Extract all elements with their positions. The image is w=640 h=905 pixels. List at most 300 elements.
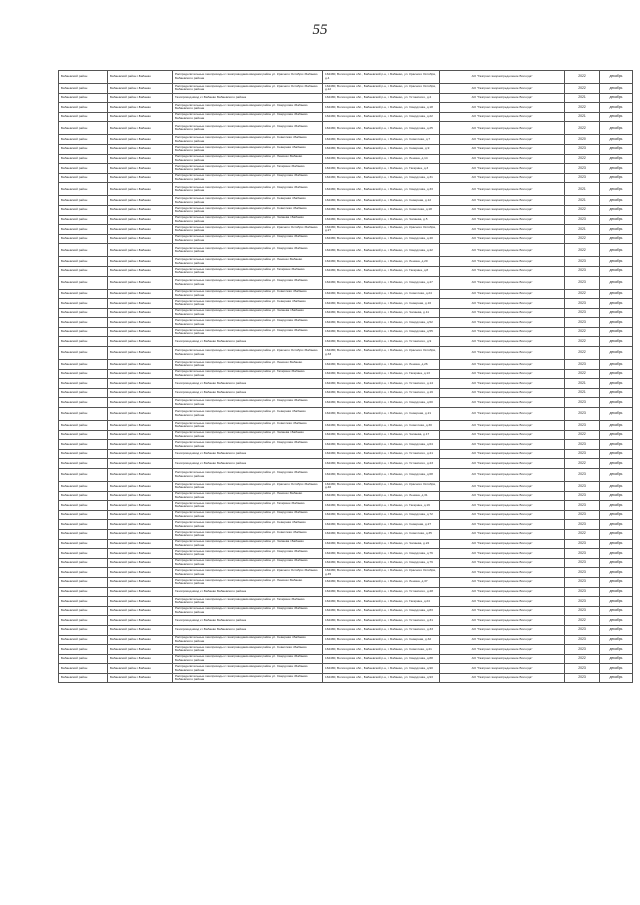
- month-cell: декабрь: [600, 173, 633, 183]
- district-cell: Бабаевский район: [59, 616, 108, 626]
- year-cell: 2023: [565, 398, 600, 408]
- year-cell: 2023: [565, 164, 600, 174]
- month-cell: декабрь: [600, 625, 633, 635]
- company-cell: АО "Газпром газораспределение Вологда": [440, 234, 565, 244]
- district-cell: Бабаевский район: [59, 558, 108, 568]
- company-cell: АО "Газпром газораспределение Вологда": [440, 308, 565, 318]
- company-cell: АО "Газпром газораспределение Вологда": [440, 135, 565, 145]
- address-cell: 162480, Вологодская обл., Бабаевский р-н, г. Бабаево, ул. Свердлова, д.88: [323, 654, 440, 664]
- month-cell: декабрь: [600, 529, 633, 539]
- month-cell: декабрь: [600, 558, 633, 568]
- company-cell: АО "Газпром газораспределение Вологда": [440, 144, 565, 154]
- year-cell: 2023: [565, 635, 600, 645]
- work-cell: Газопровод-ввод к г.Бабаево Бабаевского района: [173, 459, 323, 469]
- year-cell: 2023: [565, 673, 600, 683]
- month-cell: декабрь: [600, 244, 633, 257]
- district-cell: Бабаевский район: [59, 154, 108, 164]
- company-cell: АО "Газпром газораспределение Вологда": [440, 360, 565, 370]
- year-cell: 2022: [565, 154, 600, 164]
- address-cell: 162480, Вологодская обл., Бабаевский р-н, г. Бабаево, ул. Чапаева, д.5: [323, 215, 440, 225]
- address-cell: 162480, Вологодская обл., Бабаевский р-н, г. Бабаево, ул. Свердлова, д.76: [323, 549, 440, 559]
- table-row: [59, 606, 633, 616]
- company-cell: АО "Газпром газораспределение Вологда": [440, 469, 565, 482]
- table-row: [59, 449, 633, 459]
- work-cell: Распределительные газопроводы с газопроводами-вводами район ул. Красного Октября г.Бабаево Бабаевского района: [173, 84, 323, 94]
- district-cell: Бабаевский район: [59, 539, 108, 549]
- work-cell: Газопровод-ввод к г.Бабаево Бабаевского района: [173, 625, 323, 635]
- address-cell: 162480, Вологодская обл., Бабаевский р-н, г. Бабаево, ул. Гагарина, д.3: [323, 164, 440, 174]
- address-cell: 162480, Вологодская обл., Бабаевский р-н, г. Бабаево, ул. Северная, д.21: [323, 408, 440, 421]
- table-row: [59, 318, 633, 328]
- settlement-cell: Бабаевский район г.Бабаево: [108, 234, 173, 244]
- work-cell: Распределительные газопроводы с газопроводами-вводами район ул. Северная г.Бабаево Бабаевского района: [173, 408, 323, 421]
- district-cell: Бабаевский район: [59, 388, 108, 398]
- work-cell: Распределительные газопроводы с газопроводами-вводами район ул. Ленина г.Бабаево Бабаевского района: [173, 577, 323, 587]
- address-cell: 162480, Вологодская обл., Бабаевский р-н, г. Бабаево, ул. Свердлова, д.83: [323, 606, 440, 616]
- settlement-cell: Бабаевский район г.Бабаево: [108, 440, 173, 450]
- table-row: [59, 379, 633, 389]
- year-cell: 2023: [565, 299, 600, 309]
- settlement-cell: Бабаевский район г.Бабаево: [108, 122, 173, 135]
- month-cell: декабрь: [600, 71, 633, 84]
- settlement-cell: Бабаевский район г.Бабаево: [108, 84, 173, 94]
- company-cell: АО "Газпром газораспределение Вологда": [440, 539, 565, 549]
- settlement-cell: Бабаевский район г.Бабаево: [108, 597, 173, 607]
- work-cell: Распределительные газопроводы с газопроводами-вводами район ул. Свердлова г.Бабаево Бабаевского района: [173, 103, 323, 113]
- year-cell: 2023: [565, 501, 600, 511]
- month-cell: декабрь: [600, 597, 633, 607]
- settlement-cell: Бабаевский район г.Бабаево: [108, 625, 173, 635]
- work-cell: Газопровод-ввод к г.Бабаево Бабаевского района: [173, 616, 323, 626]
- table-row: [59, 654, 633, 664]
- month-cell: декабрь: [600, 360, 633, 370]
- company-cell: АО "Газпром газораспределение Вологда": [440, 84, 565, 94]
- table-row: [59, 173, 633, 183]
- address-cell: 162480, Вологодская обл., Бабаевский р-н, г. Бабаево, ул. Советская, д.24: [323, 289, 440, 299]
- address-cell: 162480, Вологодская обл., Бабаевский р-н, г. Бабаево, ул. Свердлова, д.72: [323, 510, 440, 520]
- year-cell: 2022: [565, 337, 600, 347]
- settlement-cell: Бабаевский район г.Бабаево: [108, 103, 173, 113]
- work-cell: Распределительные газопроводы с газопроводами-вводами район ул. Гагарина г.Бабаево Бабаевского района: [173, 164, 323, 174]
- month-cell: декабрь: [600, 482, 633, 492]
- address-cell: 162480, Вологодская обл., Бабаевский р-н, г. Бабаево, ул. Ленина, д.37: [323, 577, 440, 587]
- district-cell: Бабаевский район: [59, 299, 108, 309]
- year-cell: 2023: [565, 360, 600, 370]
- company-cell: АО "Газпром газораспределение Вологда": [440, 154, 565, 164]
- company-cell: АО "Газпром газораспределение Вологда": [440, 299, 565, 309]
- district-cell: Бабаевский район: [59, 215, 108, 225]
- year-cell: 2021: [565, 388, 600, 398]
- month-cell: декабрь: [600, 616, 633, 626]
- company-cell: АО "Газпром газораспределение Вологда": [440, 347, 565, 360]
- address-cell: 162480, Вологодская обл., Бабаевский р-н, г. Бабаево, ул. Гагарина, д.19: [323, 501, 440, 511]
- month-cell: декабрь: [600, 549, 633, 559]
- year-cell: 2021: [565, 112, 600, 122]
- settlement-cell: Бабаевский район г.Бабаево: [108, 664, 173, 674]
- table-row: [59, 616, 633, 626]
- address-cell: 162480, Вологодская обл., Бабаевский р-н, г. Бабаево, ул. Красного Октября, д.33: [323, 347, 440, 360]
- table-row: [59, 144, 633, 154]
- settlement-cell: Бабаевский район г.Бабаево: [108, 71, 173, 84]
- district-cell: Бабаевский район: [59, 347, 108, 360]
- company-cell: АО "Газпром газораспределение Вологда": [440, 558, 565, 568]
- district-cell: Бабаевский район: [59, 327, 108, 337]
- district-cell: Бабаевский район: [59, 520, 108, 530]
- district-cell: Бабаевский район: [59, 568, 108, 578]
- table-row: [59, 276, 633, 289]
- table-row: [59, 388, 633, 398]
- settlement-cell: Бабаевский район г.Бабаево: [108, 154, 173, 164]
- month-cell: декабрь: [600, 421, 633, 431]
- work-cell: Распределительные газопроводы с газопроводами-вводами район ул. Советская г.Бабаево Бабаевского района: [173, 529, 323, 539]
- district-cell: Бабаевский район: [59, 587, 108, 597]
- table-row: [59, 482, 633, 492]
- year-cell: 2022: [565, 289, 600, 299]
- month-cell: декабрь: [600, 266, 633, 276]
- table-row: [59, 597, 633, 607]
- table-body: [59, 71, 633, 683]
- table-row: [59, 289, 633, 299]
- settlement-cell: Бабаевский район г.Бабаево: [108, 196, 173, 206]
- address-cell: 162480, Вологодская обл., Бабаевский р-н, г. Бабаево, ул. Советская, д.41: [323, 645, 440, 655]
- table-row: [59, 577, 633, 587]
- company-cell: АО "Газпром газораспределение Вологда": [440, 568, 565, 578]
- table-row: [59, 196, 633, 206]
- table-row: [59, 164, 633, 174]
- company-cell: АО "Газпром газораспределение Вологда": [440, 257, 565, 267]
- table-row: [59, 337, 633, 347]
- year-cell: 2023: [565, 539, 600, 549]
- table-row: [59, 225, 633, 235]
- month-cell: декабрь: [600, 501, 633, 511]
- month-cell: декабрь: [600, 673, 633, 683]
- address-cell: 162480, Вологодская обл., Бабаевский р-н, г. Бабаево, ул. Северная, д.27: [323, 520, 440, 530]
- district-cell: Бабаевский район: [59, 673, 108, 683]
- work-cell: Газопровод-ввод к г.Бабаево Бабаевского района: [173, 388, 323, 398]
- year-cell: 2021: [565, 379, 600, 389]
- company-cell: АО "Газпром газораспределение Вологда": [440, 529, 565, 539]
- work-cell: Распределительные газопроводы с газопроводами-вводами район ул. Советская г.Бабаево Бабаевского района: [173, 205, 323, 215]
- month-cell: декабрь: [600, 183, 633, 196]
- year-cell: 2021: [565, 225, 600, 235]
- work-cell: Распределительные газопроводы с газопроводами-вводами район ул. Северная г.Бабаево Бабаевского района: [173, 299, 323, 309]
- table-row: [59, 308, 633, 318]
- settlement-cell: Бабаевский район г.Бабаево: [108, 183, 173, 196]
- work-cell: Распределительные газопроводы с газопроводами-вводами район ул. Гагарина г.Бабаево Бабаевского района: [173, 597, 323, 607]
- address-cell: 162480, Вологодская обл., Бабаевский р-н, г. Бабаево, ул. Свердлова, д.22: [323, 112, 440, 122]
- table-row: [59, 122, 633, 135]
- work-cell: Распределительные газопроводы с газопроводами-вводами район ул. Свердлова г.Бабаево Бабаевского района: [173, 183, 323, 196]
- address-cell: 162480, Вологодская обл., Бабаевский р-н, г. Бабаево, ул. Свердлова, д.79: [323, 558, 440, 568]
- page-number: 55: [312, 22, 328, 38]
- settlement-cell: Бабаевский район г.Бабаево: [108, 369, 173, 379]
- table-row: [59, 135, 633, 145]
- gas-works-table: [58, 70, 633, 683]
- table-row: [59, 529, 633, 539]
- table-row: [59, 112, 633, 122]
- year-cell: 2022: [565, 529, 600, 539]
- table-row: [59, 205, 633, 215]
- table-row: [59, 491, 633, 501]
- work-cell: Распределительные газопроводы с газопроводами-вводами район ул. Свердлова г.Бабаево Бабаевского района: [173, 469, 323, 482]
- work-cell: Распределительные газопроводы с газопроводами-вводами район ул. Свердлова г.Бабаево Бабаевского района: [173, 664, 323, 674]
- work-cell: Распределительные газопроводы с газопроводами-вводами район ул. Северная г.Бабаево Бабаевского района: [173, 635, 323, 645]
- settlement-cell: Бабаевский район г.Бабаево: [108, 673, 173, 683]
- address-cell: 162480, Вологодская обл., Бабаевский р-н, г. Бабаево, ул. Ухтомского, д.31: [323, 616, 440, 626]
- month-cell: декабрь: [600, 276, 633, 289]
- settlement-cell: Бабаевский район г.Бабаево: [108, 266, 173, 276]
- settlement-cell: Бабаевский район г.Бабаево: [108, 510, 173, 520]
- district-cell: Бабаевский район: [59, 369, 108, 379]
- settlement-cell: Бабаевский район г.Бабаево: [108, 568, 173, 578]
- settlement-cell: Бабаевский район г.Бабаево: [108, 469, 173, 482]
- year-cell: 2023: [565, 266, 600, 276]
- year-cell: 2023: [565, 318, 600, 328]
- company-cell: АО "Газпром газораспределение Вологда": [440, 337, 565, 347]
- address-cell: 162480, Вологодская обл., Бабаевский р-н, г. Бабаево, ул. Гагарина, д.13: [323, 369, 440, 379]
- month-cell: декабрь: [600, 318, 633, 328]
- work-cell: Распределительные газопроводы с газопроводами-вводами район ул. Чапаева г.Бабаево Бабаевского района: [173, 539, 323, 549]
- company-cell: АО "Газпром газораспределение Вологда": [440, 398, 565, 408]
- year-cell: 2022: [565, 369, 600, 379]
- table-row: [59, 154, 633, 164]
- work-cell: Распределительные газопроводы с газопроводами-вводами район ул. Свердлова г.Бабаево Бабаевского района: [173, 244, 323, 257]
- year-cell: 2023: [565, 568, 600, 578]
- work-cell: Распределительные газопроводы с газопроводами-вводами район ул. Свердлова г.Бабаево Бабаевского района: [173, 234, 323, 244]
- year-cell: 2021: [565, 93, 600, 103]
- address-cell: 162480, Вологодская обл., Бабаевский р-н, г. Бабаево, ул. Красного Октября, д.40: [323, 482, 440, 492]
- work-cell: Распределительные газопроводы с газопроводами-вводами район ул. Ленина г.Бабаево Бабаевского района: [173, 491, 323, 501]
- settlement-cell: Бабаевский район г.Бабаево: [108, 205, 173, 215]
- month-cell: декабрь: [600, 122, 633, 135]
- address-cell: 162480, Вологодская обл., Бабаевский р-н, г. Бабаево, ул. Чапаева, д.17: [323, 430, 440, 440]
- month-cell: декабрь: [600, 299, 633, 309]
- year-cell: 2023: [565, 606, 600, 616]
- work-cell: Распределительные газопроводы с газопроводами-вводами район ул. Свердлова г.Бабаево Бабаевского района: [173, 276, 323, 289]
- address-cell: 162480, Вологодская обл., Бабаевский р-н, г. Бабаево, ул. Советская, д.7: [323, 135, 440, 145]
- year-cell: 2022: [565, 71, 600, 84]
- address-cell: 162480, Вологодская обл., Бабаевский р-н, г. Бабаево, ул. Ухтомского, д.16: [323, 388, 440, 398]
- district-cell: Бабаевский район: [59, 112, 108, 122]
- district-cell: Бабаевский район: [59, 144, 108, 154]
- year-cell: 2022: [565, 234, 600, 244]
- company-cell: АО "Газпром газораспределение Вологда": [440, 430, 565, 440]
- year-cell: 2022: [565, 244, 600, 257]
- year-cell: 2023: [565, 308, 600, 318]
- company-cell: АО "Газпром газораспределение Вологда": [440, 369, 565, 379]
- district-cell: Бабаевский район: [59, 196, 108, 206]
- district-cell: Бабаевский район: [59, 430, 108, 440]
- work-cell: Распределительные газопроводы с газопроводами-вводами район ул. Ленина г.Бабаево Бабаевского района: [173, 257, 323, 267]
- address-cell: 162480, Вологодская обл., Бабаевский р-н, г. Бабаево, ул. Ухтомского, д.23: [323, 459, 440, 469]
- address-cell: 162480, Вологодская обл., Бабаевский р-н, г. Бабаево, ул. Свердлова, д.42: [323, 244, 440, 257]
- table-row: [59, 520, 633, 530]
- year-cell: 2022: [565, 430, 600, 440]
- company-cell: АО "Газпром газораспределение Вологда": [440, 318, 565, 328]
- settlement-cell: Бабаевский район г.Бабаево: [108, 93, 173, 103]
- company-cell: АО "Газпром газораспределение Вологда": [440, 408, 565, 421]
- settlement-cell: Бабаевский район г.Бабаево: [108, 327, 173, 337]
- district-cell: Бабаевский район: [59, 276, 108, 289]
- district-cell: Бабаевский район: [59, 266, 108, 276]
- month-cell: декабрь: [600, 103, 633, 113]
- company-cell: АО "Газпром газораспределение Вологда": [440, 549, 565, 559]
- month-cell: декабрь: [600, 654, 633, 664]
- district-cell: Бабаевский район: [59, 308, 108, 318]
- company-cell: АО "Газпром газораспределение Вологда": [440, 635, 565, 645]
- year-cell: 2022: [565, 205, 600, 215]
- table-row: [59, 558, 633, 568]
- table-row: [59, 673, 633, 683]
- settlement-cell: Бабаевский район г.Бабаево: [108, 449, 173, 459]
- address-cell: 162480, Вологодская обл., Бабаевский р-н, г. Бабаево, ул. Ленина, д.20: [323, 257, 440, 267]
- address-cell: 162480, Вологодская обл., Бабаевский р-н, г. Бабаево, ул. Чапаева, д.11: [323, 308, 440, 318]
- company-cell: АО "Газпром газораспределение Вологда": [440, 449, 565, 459]
- table-row: [59, 469, 633, 482]
- settlement-cell: Бабаевский район г.Бабаево: [108, 225, 173, 235]
- address-cell: 162480, Вологодская обл., Бабаевский р-н, г. Бабаево, ул. Северная, д.12: [323, 196, 440, 206]
- month-cell: декабрь: [600, 196, 633, 206]
- work-cell: Газопровод-ввод к г.Бабаево Бабаевского района: [173, 379, 323, 389]
- company-cell: АО "Газпром газораспределение Вологда": [440, 183, 565, 196]
- month-cell: декабрь: [600, 398, 633, 408]
- address-cell: 162480, Вологодская обл., Бабаевский р-н, г. Бабаево, ул. Свердлова, д.40: [323, 234, 440, 244]
- district-cell: Бабаевский район: [59, 625, 108, 635]
- year-cell: 2023: [565, 587, 600, 597]
- settlement-cell: Бабаевский район г.Бабаево: [108, 421, 173, 431]
- table-row: [59, 257, 633, 267]
- settlement-cell: Бабаевский район г.Бабаево: [108, 529, 173, 539]
- table-row: [59, 635, 633, 645]
- work-cell: Распределительные газопроводы с газопроводами-вводами район ул. Северная г.Бабаево Бабаевского района: [173, 144, 323, 154]
- work-cell: Распределительные газопроводы с газопроводами-вводами район ул. Чапаева г.Бабаево Бабаевского района: [173, 215, 323, 225]
- work-cell: Распределительные газопроводы с газопроводами-вводами район ул. Гагарина г.Бабаево Бабаевского района: [173, 266, 323, 276]
- work-cell: Распределительные газопроводы с газопроводами-вводами район ул. Красного Октября г.Бабаево Бабаевского района: [173, 347, 323, 360]
- settlement-cell: Бабаевский район г.Бабаево: [108, 173, 173, 183]
- month-cell: декабрь: [600, 430, 633, 440]
- company-cell: АО "Газпром газораспределение Вологда": [440, 645, 565, 655]
- year-cell: 2021: [565, 196, 600, 206]
- settlement-cell: Бабаевский район г.Бабаево: [108, 318, 173, 328]
- year-cell: 2023: [565, 520, 600, 530]
- month-cell: декабрь: [600, 225, 633, 235]
- company-cell: АО "Газпром газораспределение Вологда": [440, 112, 565, 122]
- table-row: [59, 568, 633, 578]
- table-row: [59, 183, 633, 196]
- settlement-cell: Бабаевский район г.Бабаево: [108, 558, 173, 568]
- company-cell: АО "Газпром газораспределение Вологда": [440, 388, 565, 398]
- year-cell: 2020: [565, 135, 600, 145]
- district-cell: Бабаевский район: [59, 459, 108, 469]
- work-cell: Распределительные газопроводы с газопроводами-вводами район ул. Советская г.Бабаево Бабаевского района: [173, 645, 323, 655]
- month-cell: декабрь: [600, 577, 633, 587]
- work-cell: Распределительные газопроводы с газопроводами-вводами район ул. Свердлова г.Бабаево Бабаевского района: [173, 173, 323, 183]
- company-cell: АО "Газпром газораспределение Вологда": [440, 71, 565, 84]
- district-cell: Бабаевский район: [59, 482, 108, 492]
- company-cell: АО "Газпром газораспределение Вологда": [440, 577, 565, 587]
- table-row: [59, 440, 633, 450]
- district-cell: Бабаевский район: [59, 664, 108, 674]
- month-cell: декабрь: [600, 308, 633, 318]
- settlement-cell: Бабаевский район г.Бабаево: [108, 645, 173, 655]
- district-cell: Бабаевский район: [59, 469, 108, 482]
- table-row: [59, 664, 633, 674]
- company-cell: АО "Газпром газораспределение Вологда": [440, 587, 565, 597]
- month-cell: декабрь: [600, 587, 633, 597]
- month-cell: декабрь: [600, 112, 633, 122]
- district-cell: Бабаевский район: [59, 635, 108, 645]
- district-cell: Бабаевский район: [59, 289, 108, 299]
- company-cell: АО "Газпром газораспределение Вологда": [440, 276, 565, 289]
- address-cell: 162480, Вологодская обл., Бабаевский р-н, г. Бабаево, ул. Северная, д.9: [323, 144, 440, 154]
- address-cell: 162480, Вологодская обл., Бабаевский р-н, г. Бабаево, ул. Свердлова, д.68: [323, 469, 440, 482]
- company-cell: АО "Газпром газораспределение Вологда": [440, 673, 565, 683]
- work-cell: Распределительные газопроводы с газопроводами-вводами район ул. Свердлова г.Бабаево Бабаевского района: [173, 558, 323, 568]
- work-cell: Распределительные газопроводы с газопроводами-вводами район ул. Ленина г.Бабаево Бабаевского района: [173, 360, 323, 370]
- address-cell: 162480, Вологодская обл., Бабаевский р-н, г. Бабаево, ул. Советская, д.30: [323, 421, 440, 431]
- settlement-cell: Бабаевский район г.Бабаево: [108, 459, 173, 469]
- district-cell: Бабаевский район: [59, 597, 108, 607]
- company-cell: АО "Газпром газораспределение Вологда": [440, 421, 565, 431]
- company-cell: АО "Газпром газораспределение Вологда": [440, 625, 565, 635]
- address-cell: 162480, Вологодская обл., Бабаевский р-н, г. Бабаево, ул. Свердлова, д.90: [323, 664, 440, 674]
- settlement-cell: Бабаевский район г.Бабаево: [108, 606, 173, 616]
- company-cell: АО "Газпром газораспределение Вологда": [440, 289, 565, 299]
- settlement-cell: Бабаевский район г.Бабаево: [108, 654, 173, 664]
- month-cell: декабрь: [600, 568, 633, 578]
- year-cell: 2023: [565, 549, 600, 559]
- work-cell: Распределительные газопроводы с газопроводами-вводами район ул. Свердлова г.Бабаево Бабаевского района: [173, 440, 323, 450]
- company-cell: АО "Газпром газораспределение Вологда": [440, 597, 565, 607]
- settlement-cell: Бабаевский район г.Бабаево: [108, 408, 173, 421]
- company-cell: АО "Газпром газораспределение Вологда": [440, 654, 565, 664]
- settlement-cell: Бабаевский район г.Бабаево: [108, 337, 173, 347]
- month-cell: декабрь: [600, 135, 633, 145]
- year-cell: 2023: [565, 449, 600, 459]
- month-cell: декабрь: [600, 510, 633, 520]
- month-cell: декабрь: [600, 164, 633, 174]
- district-cell: Бабаевский район: [59, 501, 108, 511]
- year-cell: 2022: [565, 616, 600, 626]
- work-cell: Распределительные газопроводы с газопроводами-вводами район ул. Свердлова г.Бабаево Бабаевского района: [173, 122, 323, 135]
- month-cell: декабрь: [600, 234, 633, 244]
- table-row: [59, 327, 633, 337]
- table-row: [59, 645, 633, 655]
- settlement-cell: Бабаевский район г.Бабаево: [108, 257, 173, 267]
- year-cell: 2023: [565, 215, 600, 225]
- year-cell: 2023: [565, 173, 600, 183]
- month-cell: декабрь: [600, 635, 633, 645]
- company-cell: АО "Газпром газораспределение Вологда": [440, 215, 565, 225]
- address-cell: 162480, Вологодская обл., Бабаевский р-н, г. Бабаево, ул. Ленина, д.14: [323, 154, 440, 164]
- year-cell: 2023: [565, 257, 600, 267]
- district-cell: Бабаевский район: [59, 379, 108, 389]
- settlement-cell: Бабаевский район г.Бабаево: [108, 398, 173, 408]
- settlement-cell: Бабаевский район г.Бабаево: [108, 491, 173, 501]
- district-cell: Бабаевский район: [59, 408, 108, 421]
- table-row: [59, 360, 633, 370]
- district-cell: Бабаевский район: [59, 103, 108, 113]
- work-cell: Распределительные газопроводы с газопроводами-вводами район ул. Свердлова г.Бабаево Бабаевского района: [173, 673, 323, 683]
- table-row: [59, 549, 633, 559]
- work-cell: Распределительные газопроводы с газопроводами-вводами район ул. Свердлова г.Бабаево Бабаевского района: [173, 318, 323, 328]
- address-cell: 162480, Вологодская обл., Бабаевский р-н, г. Бабаево, ул. Ухтомского, д.28: [323, 587, 440, 597]
- year-cell: 2021: [565, 183, 600, 196]
- month-cell: декабрь: [600, 459, 633, 469]
- year-cell: 2023: [565, 491, 600, 501]
- month-cell: декабрь: [600, 379, 633, 389]
- company-cell: АО "Газпром газораспределение Вологда": [440, 122, 565, 135]
